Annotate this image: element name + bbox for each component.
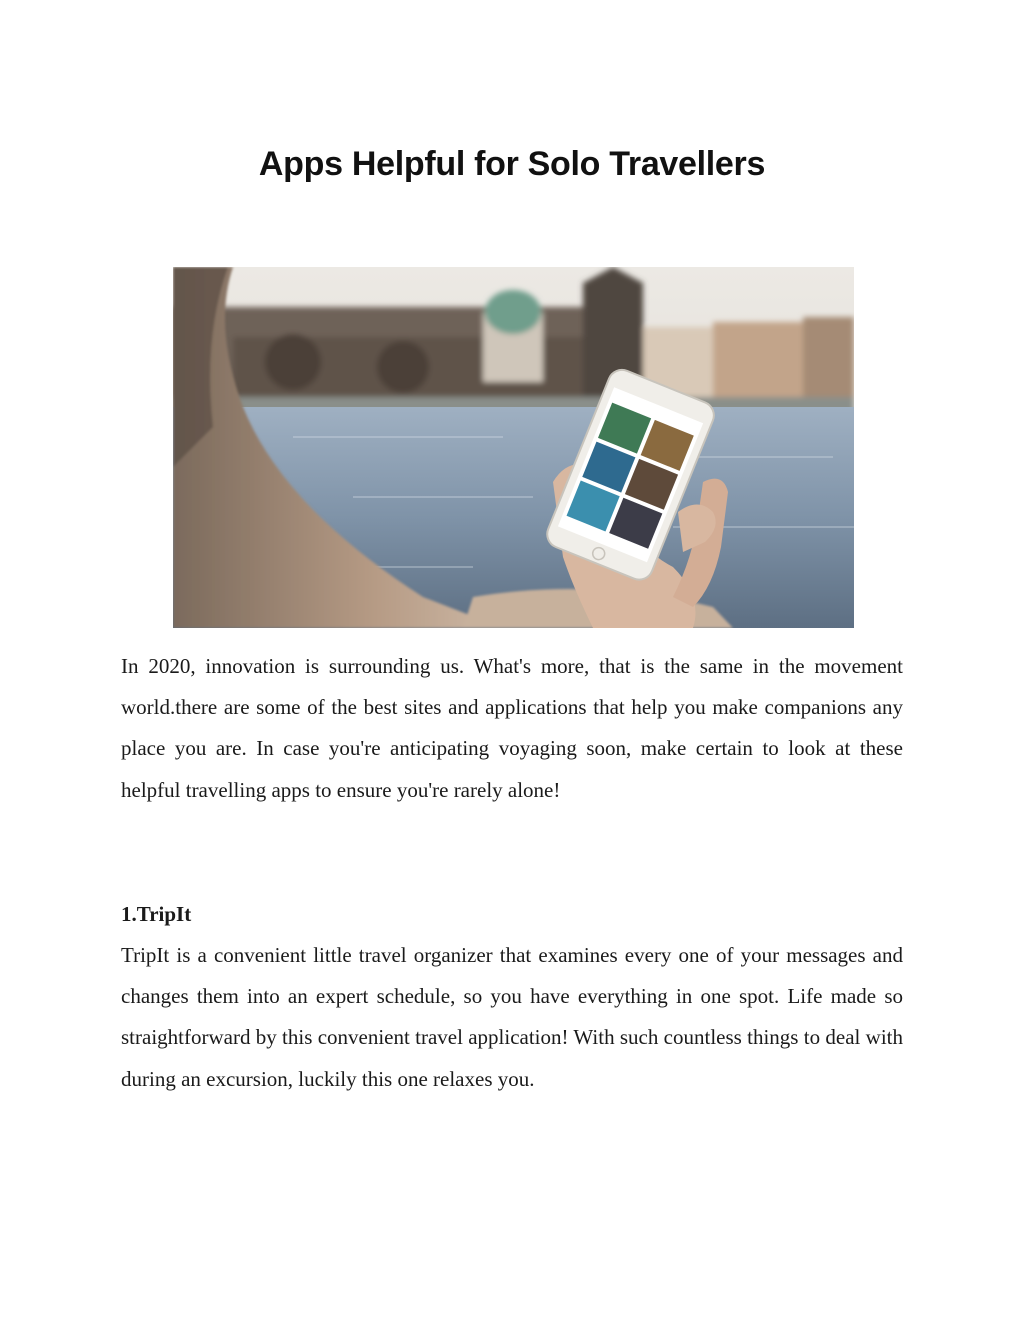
- section-body-tripit: TripIt is a convenient little travel organizer that examines every one of your messages and changes them into an expert schedule, so you have everything in one spot. Life made so straightforward by this convenient travel application! With such countless things to deal with during an excursion, luckily this one relaxes you.: [121, 943, 903, 1091]
- section-heading-tripit: 1.TripIt: [121, 902, 192, 926]
- page-title: Apps Helpful for Solo Travellers: [258, 144, 766, 183]
- hero-image: [173, 267, 854, 628]
- travel-photo-icon: [173, 267, 854, 628]
- intro-paragraph: In 2020, innovation is surrounding us. What's more, that is the same in the movement world.there are some of the best sites and applications that help you make companions any place you are. In case you're anticipating voyaging soon, make certain to look at these helpful travelling apps to ensure you're rarely alone!: [121, 654, 903, 802]
